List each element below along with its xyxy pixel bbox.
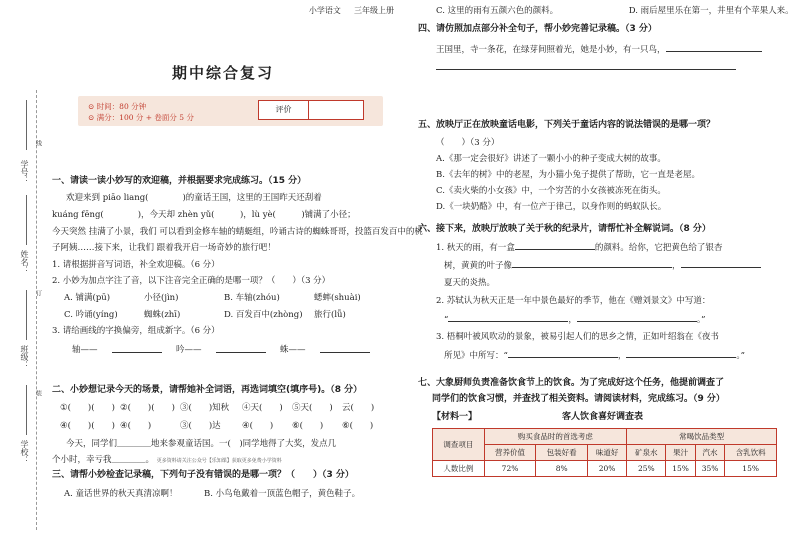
q2-blank-9[interactable]: ③( )达 xyxy=(180,420,221,431)
q5-option-b[interactable]: B.《去年的树》中的老屋，为小猫小兔子提供了帮助，它一直是老屋。 xyxy=(436,170,700,180)
table-col-header: 味道好 xyxy=(588,445,627,461)
q4-blank-1[interactable] xyxy=(666,44,762,52)
q1-options-row-2 xyxy=(52,310,397,321)
q2-blank-5[interactable]: ⑤天( ) xyxy=(292,403,333,414)
q2-note: 更多资料请关注公众号【乐知课】获取更多免费小学资料 xyxy=(156,458,282,465)
q6-blank-3[interactable] xyxy=(681,260,761,268)
q6-blank-7[interactable] xyxy=(626,350,736,358)
exam-time: ⊙ 时间：80 分钟 xyxy=(88,102,147,111)
q6-l1d: ， xyxy=(672,261,681,271)
q1-option-a2[interactable]: 小径(jìn) xyxy=(144,293,179,303)
q6-line-l3 xyxy=(418,350,784,362)
q4-line xyxy=(418,44,784,56)
question-1-title: 一、请读一读小妙写的欢迎稿，并根据要求完成练习。（15 分） xyxy=(52,176,307,186)
table-row-header: 调查项目 xyxy=(433,429,485,461)
q6-l3d: 。” xyxy=(736,351,745,361)
q6-line-2 xyxy=(418,260,784,272)
q6-line-l2 xyxy=(418,314,784,326)
table-group-1: 购买食品时的首选考虑 xyxy=(484,429,627,445)
q6-l2c: ， xyxy=(568,315,577,325)
question-7-title-2: 同学们的饮食习惯，并查找了相关资料。请阅读材料，完成练习。（9 分） xyxy=(432,394,725,404)
q5-paren: （ ）（3 分） xyxy=(436,138,500,148)
q6-l3b: 所见》中所写：“ xyxy=(444,351,508,361)
question-2 xyxy=(52,385,397,466)
right-column xyxy=(412,0,794,540)
q6-line-1 xyxy=(418,242,784,254)
q3-option-b[interactable]: B. 小鸟龟戴着一顶蓝色帽子，黄色鞋子。 xyxy=(204,489,361,500)
table-cell: 35% xyxy=(695,461,724,477)
q1-para-line-4: 子阿姨……接下来，让我们 跟着我开启一场奇妙的旅行吧！ xyxy=(52,243,276,254)
q2-blank-3[interactable]: ③( )知秋 xyxy=(180,403,230,414)
q6-l1c: 树，黄黄的叶子像 xyxy=(444,261,513,271)
question-4-title: 四、请仿照加点部分补全句子，帮小妙完善记录稿。（3 分） xyxy=(418,24,657,34)
q6-l1e: 夏天的炎热。 xyxy=(444,278,496,288)
q2-blank-1[interactable]: ①( )( ) xyxy=(60,403,115,414)
q1-option-d1[interactable]: D. 百发百中(zhòng) xyxy=(224,309,303,320)
q6-blank-1[interactable] xyxy=(515,242,595,250)
q2-blank-7[interactable]: ④( )( ) xyxy=(60,420,115,431)
name-label: 姓名： xyxy=(20,250,29,274)
evaluation-field[interactable] xyxy=(309,101,363,119)
q1-option-a1[interactable]: A. 铺满(pū) xyxy=(64,293,111,303)
q2-para-2: 个小时，幸亏我＿＿＿＿。 xyxy=(52,455,155,466)
q3-option-d[interactable]: D. 雨后屋里乐在第一，井里有个苹果人来。 xyxy=(628,6,794,16)
q1-sub3-item-3: 蛛—— xyxy=(280,344,306,355)
q6-blank-2[interactable] xyxy=(512,260,672,268)
q1-option-b1[interactable]: B. 车轴(zhóu) xyxy=(224,293,280,303)
survey-table-title: 客人饮食喜好调查表 xyxy=(562,412,644,422)
question-1 xyxy=(52,176,423,356)
grade-label: 三年级上册 xyxy=(354,6,394,15)
q6-l1b: 的颜料。给你，它把黄色给了银杏 xyxy=(594,243,723,253)
binding-mark-bind: 装 xyxy=(34,390,42,396)
q2-para-1: 今天，同学们＿＿＿＿地来参观童话国。一( )同学地得了大奖，发点几 xyxy=(66,438,337,449)
q2-blank-12[interactable]: ⑥( ) xyxy=(342,420,374,431)
table-cell: 8% xyxy=(536,461,588,477)
q1-sub-2: 2. 小妙为加点字注了音，以下注音完全正确的是哪一项？（ ）（3 分） xyxy=(52,276,331,287)
q4-line-2 xyxy=(418,62,784,74)
binding-mark-line: 线 xyxy=(34,140,42,146)
q1-sub-3: 3. 请给画线的字换偏旁，组成新字。（6 分） xyxy=(52,326,220,337)
q6-blank-5[interactable] xyxy=(577,314,697,322)
table-row-label: 人数比例 xyxy=(433,461,485,477)
q2-blank-10[interactable]: ④( ) xyxy=(242,420,274,431)
material-label: 【材料一】 xyxy=(432,412,478,422)
q2-blank-8[interactable]: ④( ) xyxy=(120,420,152,431)
q4-text: 王国里，寺一条花，在绿芽间照着光，她是小妙，有一只鸟， xyxy=(436,45,666,55)
q6-blank-6[interactable] xyxy=(508,350,618,358)
binding-dashed-line xyxy=(36,90,37,530)
table-row xyxy=(433,461,777,477)
q1-sub3-blank-1[interactable] xyxy=(112,345,162,353)
q1-sub3-row xyxy=(52,345,397,356)
q1-option-d2[interactable]: 旅行(lǚ) xyxy=(314,309,346,320)
table-col-header: 果汁 xyxy=(666,445,695,461)
class-label: 班级： xyxy=(20,345,29,369)
question-7-title: 七、大象厨师负责准备饮食节上的饮食。为了完成好这个任务，他提前调查了 xyxy=(418,378,725,388)
q1-sub3-blank-3[interactable] xyxy=(320,345,370,353)
q1-sub3-item-1: 轴—— xyxy=(72,344,98,355)
table-cell: 25% xyxy=(627,461,666,477)
q1-para-line-1: 欢迎来到 piāo liang( )的童话王国，这里的王国昨天还刮着 xyxy=(66,193,322,204)
q3-options xyxy=(52,489,397,500)
q6-l1a: 1. 秋天的雨，有一盒 xyxy=(436,243,515,253)
q1-sub-1: 1. 请根据拼音写词语，补全欢迎稿。（6 分） xyxy=(52,259,220,270)
q6-l3c: ， xyxy=(617,351,627,361)
student-id-field[interactable] xyxy=(26,100,27,150)
question-5-title: 五、放映厅正在放映童话电影，下列关于童话内容的说法错误的是哪一项？ xyxy=(418,120,716,130)
table-col-header: 包装好看 xyxy=(536,445,588,461)
q3-option-a[interactable]: A. 童话世界的秋天真清凉啊！ xyxy=(64,489,178,500)
q1-options-row-1 xyxy=(52,293,397,304)
table-col-header: 矿泉水 xyxy=(627,445,666,461)
q2-row-2 xyxy=(52,421,397,432)
exam-score: ⊙ 满分：100 分 + 卷面分 5 分 xyxy=(88,113,194,122)
q6-blank-4[interactable] xyxy=(448,314,568,322)
table-group-2: 常喝饮品类型 xyxy=(627,429,777,445)
q2-row-1 xyxy=(52,403,397,414)
class-field[interactable] xyxy=(26,290,27,340)
q2-blank-6[interactable]: 云( ) xyxy=(342,403,375,414)
q5-option-a[interactable]: A.《那一定会很好》讲述了一颗小小的种子变成大树的故事。 xyxy=(436,154,666,164)
table-cell: 72% xyxy=(484,461,536,477)
survey-table xyxy=(432,428,777,477)
question-6-title: 六、接下来，放映厅放映了关于秋的纪录片，请帮忙补全解说词。（8 分） xyxy=(418,224,711,234)
table-cell: 15% xyxy=(666,461,695,477)
table-cell: 20% xyxy=(588,461,627,477)
question-3 xyxy=(52,470,397,500)
exam-info-box xyxy=(78,96,383,126)
table-col-header: 汽水 xyxy=(695,445,724,461)
evaluation-label: 评价 xyxy=(259,101,309,119)
evaluation-box xyxy=(258,100,364,120)
question-2-title: 二、小妙想记录今天的场景，请帮她补全词语，再选词填空(填序号)。（8 分） xyxy=(52,385,363,395)
school-field[interactable] xyxy=(26,385,27,435)
page-header xyxy=(309,6,394,16)
q1-option-c1[interactable]: C. 吟诵(yíng) xyxy=(64,309,118,320)
q2-blank-11[interactable]: ⑥( ) xyxy=(292,420,324,431)
q1-para-line-2: kuáng fēng( )，今天却 zhèn yǔ( )，lù yè( )铺满了小径； xyxy=(52,209,356,220)
school-label: 学校： xyxy=(20,440,29,464)
name-field[interactable] xyxy=(26,195,27,245)
q4-blank-2[interactable] xyxy=(436,62,736,70)
question-3-title: 三、请帮小妙检查记录稿，下列句子没有错误的是哪一项？（ ）（3 分） xyxy=(52,470,354,480)
table-col-header: 营养价值 xyxy=(484,445,536,461)
q6-l3a: 3. 梧桐叶被风吹动的景象，被易引起人们的思乡之情，正如叶绍翁在《夜书 xyxy=(436,332,719,342)
binding-mark-order: 订 xyxy=(34,290,42,296)
q3-continued xyxy=(418,6,794,17)
table-col-header: 含乳饮料 xyxy=(725,445,777,461)
binding-margin xyxy=(0,0,42,540)
q2-blank-4[interactable]: ④天( ) xyxy=(242,403,283,414)
q5-option-d[interactable]: D.《一块奶酪》中，有一位产于律己，以身作则的蚂蚁队长。 xyxy=(436,202,667,212)
q2-para-2-row xyxy=(52,455,397,466)
q1-option-b2[interactable]: 蟋蟀(shuài) xyxy=(314,293,361,303)
q6-l2d: 。” xyxy=(696,315,706,325)
left-column xyxy=(48,0,423,540)
page-title: 期中综合复习 xyxy=(171,64,274,82)
student-id-label: 学号： xyxy=(20,160,29,184)
q1-sub3-blank-2[interactable] xyxy=(216,345,266,353)
q6-l2b: “ xyxy=(444,315,449,325)
q5-option-c[interactable]: C.《卖火柴的小女孩》中，一个穷苦的小女孩被冻死在街头。 xyxy=(436,186,666,196)
q1-option-c2[interactable]: 蜘蛛(zhī) xyxy=(144,309,181,320)
table-cell: 15% xyxy=(725,461,777,477)
q1-para-line-3: 今天突然 挂满了小景，我们 可以看到金修车轴的蜻蜓组，吟诵古诗的蜘蛛哥哥，投篮百发百中的桃 xyxy=(52,226,423,237)
subject-label: 小学语文 xyxy=(308,6,341,15)
q3-option-c[interactable]: C. 这里的雨有五颜六色的颜料。 xyxy=(436,6,559,16)
exam-info xyxy=(88,101,194,123)
q6-l2a: 2. 苏轼认为秋天正是一年中景色最好的季节，他在《赠刘景文》中写道： xyxy=(436,296,711,306)
q2-blank-2[interactable]: ②( )( ) xyxy=(120,403,175,414)
q1-sub3-item-2: 吟—— xyxy=(176,344,202,355)
